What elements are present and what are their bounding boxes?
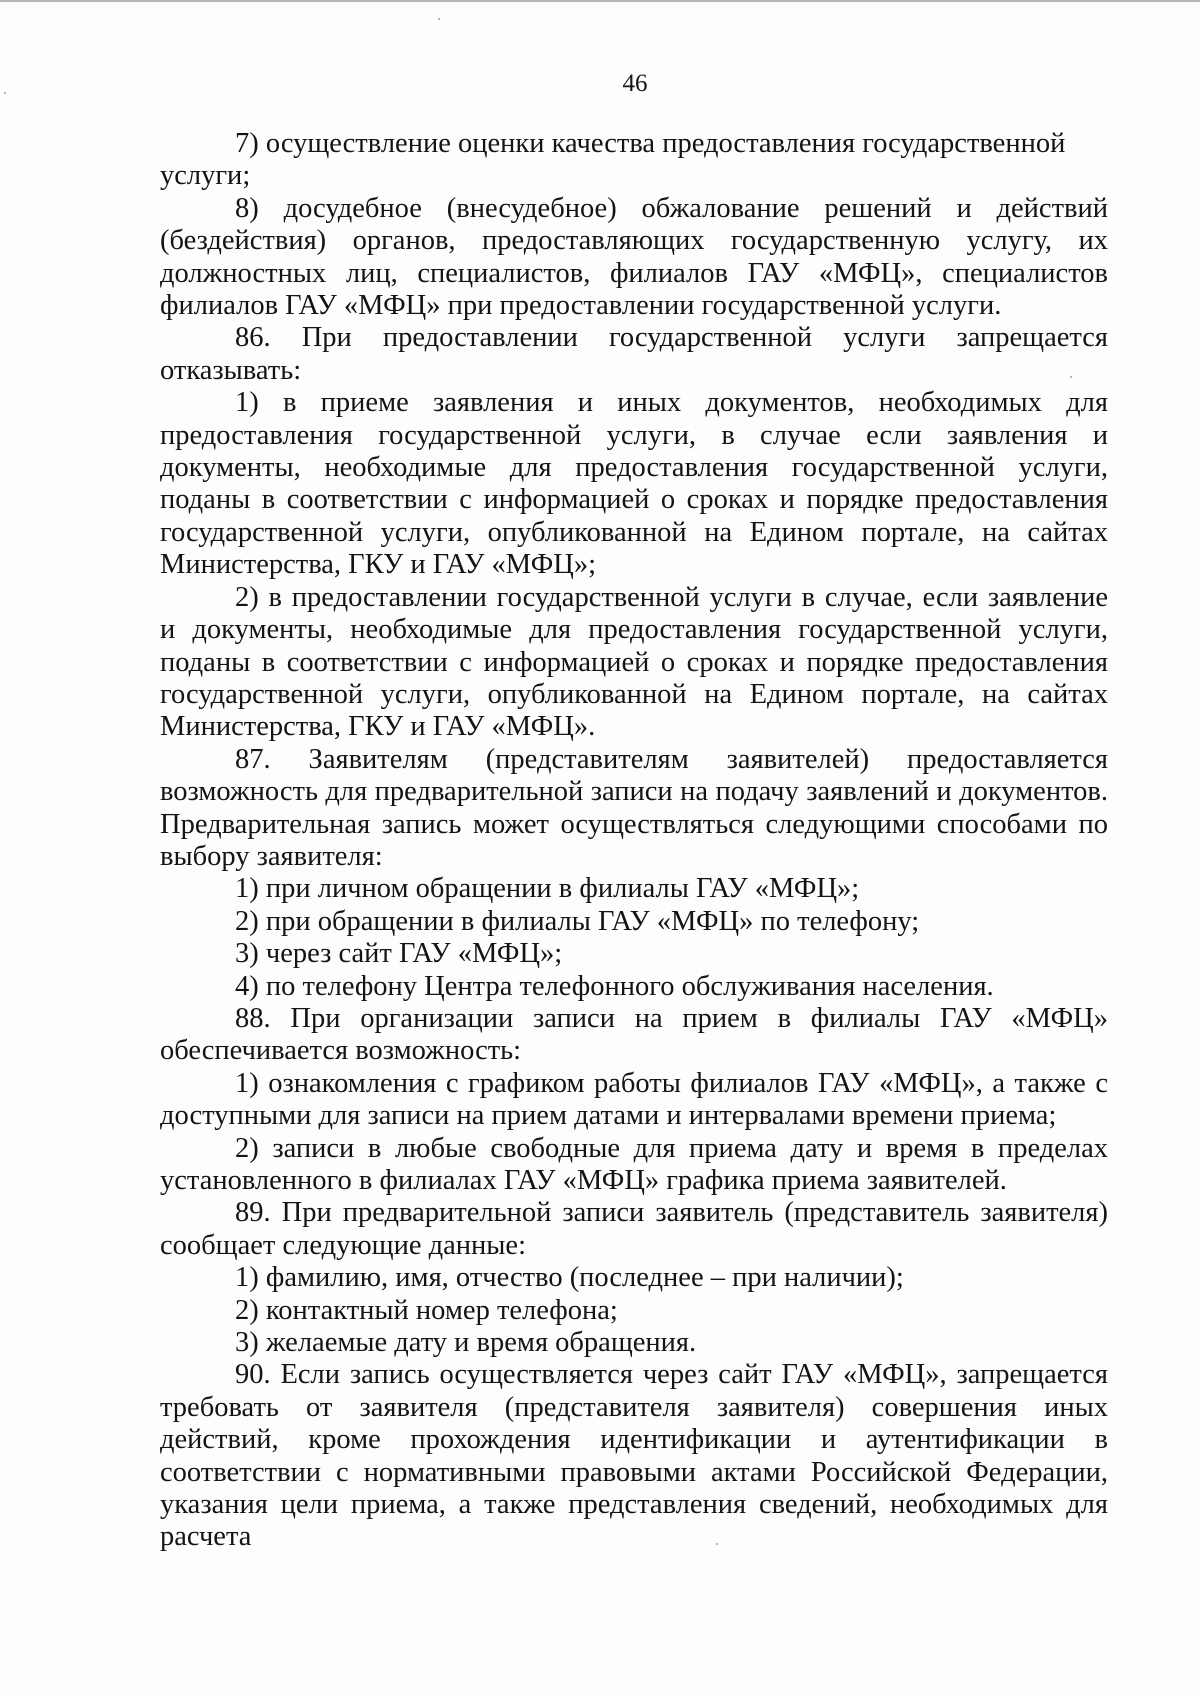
paragraph-88-item-2: 2) записи в любые свободные для приема дату и время в пределах установленного в филиалах ГАУ «МФЦ» графика приема заявителей.: [160, 1132, 1108, 1196]
paragraph-item-8: 8) досудебное (внесудебное) обжалование решений и действий (бездействия) органов, предоставляющих государственную услугу, их должностных лиц, специалистов, филиалов ГАУ «МФЦ», специалистов филиалов ГАУ «МФЦ» при предоставлении государственной услуги.: [160, 192, 1108, 322]
paragraph-87-item-3: 3) через сайт ГАУ «МФЦ»;: [235, 938, 563, 970]
page-number: 46: [622, 70, 648, 97]
paragraph-89-item-1: 1) фамилию, имя, отчество (последнее – при наличии);: [235, 1262, 904, 1294]
paragraph-89-item-2: 2) контактный номер телефона;: [235, 1294, 618, 1326]
paragraph-86-item-1: 1) в приеме заявления и иных документов, необходимых для предоставления государственной услуги, в случае если заявления и документы, необходимые для предоставления государственной услуги, поданы в соответствии с информацией о сроках и порядке предоставления государственной услуги, опубликованной на Едином портале, на сайтах Министерства, ГКУ и ГАУ «МФЦ»;: [160, 387, 1108, 581]
scan-top-edge: [0, 0, 1200, 2]
paragraph-88-item-1: 1) ознакомления с графиком работы филиалов ГАУ «МФЦ», а также с доступными для записи на прием датами и интервалами времени приема;: [160, 1067, 1108, 1132]
section-89: 89. При предварительной записи заявитель (представитель заявителя) сообщает следующие данные:: [160, 1197, 1108, 1261]
paragraph-89-item-3: 3) желаемые дату и время обращения.: [235, 1327, 697, 1359]
paragraph-87-item-4: 4) по телефону Центра телефонного обслуживания населения.: [235, 970, 994, 1002]
section-86: 86. При предоставлении государственной услуги запрещается отказывать:: [160, 322, 1108, 386]
scan-speck: [438, 18, 440, 20]
paragraph-item-7: 7) осуществление оценки качества предоставления государственной услуги;: [160, 128, 1066, 192]
paragraph-86-item-2: 2) в предоставлении государственной услуги в случае, если заявление и документы, необходимые для предоставления государственной услуги, поданы в соответствии с информацией о сроках и порядке предоставления государственной услуги, опубликованной на Едином портале, на сайтах Министерства, ГКУ и ГАУ «МФЦ».: [160, 581, 1108, 743]
section-90: 90. Если запись осуществляется через сайт ГАУ «МФЦ», запрещается требовать от заявителя (представителя заявителя) совершения иных действий, кроме прохождения идентификации и аутентификации в соответствии с нормативными правовыми актами Российской Федерации, указания цели приема, а также представления сведений, необходимых для расчета: [160, 1359, 1108, 1553]
section-88: 88. При организации записи на прием в филиалы ГАУ «МФЦ» обеспечивается возможность:: [160, 1002, 1108, 1067]
document-body: [160, 128, 1108, 1554]
paragraph-87-item-1: 1) при личном обращении в филиалы ГАУ «МФЦ»;: [235, 873, 860, 905]
paragraph-87-item-2: 2) при обращении в филиалы ГАУ «МФЦ» по телефону;: [235, 905, 920, 937]
section-87: 87. Заявителям (представителям заявителей) предоставляется возможность для предварительной записи на подачу заявлений и документов. Предварительная запись может осуществляться следующими способами по выбору заявителя:: [160, 743, 1108, 872]
